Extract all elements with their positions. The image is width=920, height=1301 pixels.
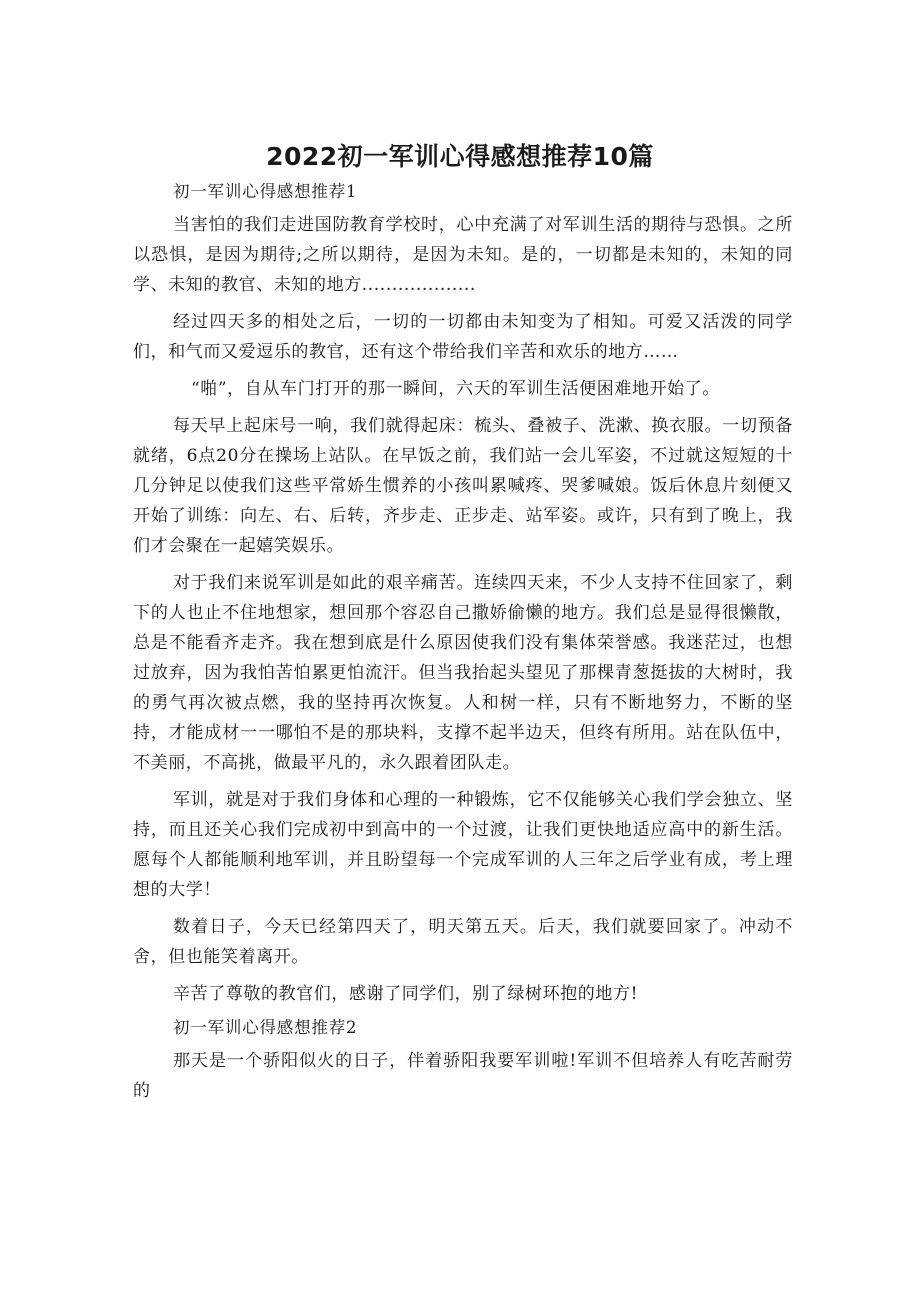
section-heading: 初一军训心得感想推荐1 xyxy=(173,182,358,201)
paragraph: 每天早上起床号一响，我们就得起床：梳头、叠被子、洗漱、换衣服。一切预备就绪，6点20分在操场上站队。在早饭之前，我们站一会儿军姿，不过就这短短的十几分钟足以使我们这些平常娇生惯养的小孩叫累喊疼、哭爹喊娘。饭后休息片刻便又开始了训练：向左、右、后转，齐步走、正步走、站军姿。或许，只有到了晚上，我们才会聚在一起嬉笑娱乐。 xyxy=(133,416,793,556)
paragraph: 军训，就是对于我们身体和心理的一种锻炼，它不仅能够关心我们学会独立、坚持，而且还关心我们完成初中到高中的一个过渡，让我们更快地适应高中的新生活。愿每个人都能顺利地军训，并且盼望每一个完成军训的人三年之后学业有成，考上理想的大学！ xyxy=(133,790,793,900)
paragraph: “啪”，自从车门打开的那一瞬间，六天的军训生活便困难地开始了。 xyxy=(191,379,720,399)
paragraph: 对于我们来说军训是如此的艰辛痛苦。连续四天来，不少人支持不住回家了，剩下的人也止不住地想家，想回那个容忍自己撒娇偷懒的地方。我们总是显得很懒散，总是不能看齐走齐。我在想到底是什么原因使我们没有集体荣誉感。我迷茫过，也想过放弃，因为我怕苦怕累更怕流汗。但当我抬起头望见了那棵青葱挺拔的大树时，我的勇气再次被点燃，我的坚持再次恢复。人和树一样，只有不断地努力，不断的坚持，才能成材一一哪怕不是的那块料，支撑不起半边天，但终有所用。站在队伍中，不美丽，不高挑，做最平凡的，永久跟着团队走。 xyxy=(133,573,793,773)
paragraph: 当害怕的我们走进国防教育学校时，心中充满了对军训生活的期待与恐惧。之所以恐惧，是因为期待;之所以期待，是因为未知。是的，一切都是未知的，未知的同学、未知的教官、未知的地方................... xyxy=(133,215,793,295)
paragraph: 辛苦了尊敬的教官们，感谢了同学们，别了绿树环抱的地方! xyxy=(173,984,639,1004)
paragraph: 经过四天多的相处之后，一切的一切都由未知变为了相知。可爱又活泼的同学们，和气而又爱逗乐的教官，还有这个带给我们辛苦和欢乐的地方…… xyxy=(133,312,793,362)
document-body xyxy=(133,180,793,1113)
section-heading: 初一军训心得感想推荐2 xyxy=(173,1018,358,1037)
paragraph: 数着日子，今天已经第四天了，明天第五天。后天，我们就要回家了。冲动不舍，但也能笑着离开。 xyxy=(133,917,793,967)
document-title: 2022初一军训心得感想推荐10篇 xyxy=(266,142,654,171)
paragraph: 那天是一个骄阳似火的日子，伴着骄阳我要军训啦!军训不但培养人有吃苦耐劳的 xyxy=(133,1051,793,1101)
